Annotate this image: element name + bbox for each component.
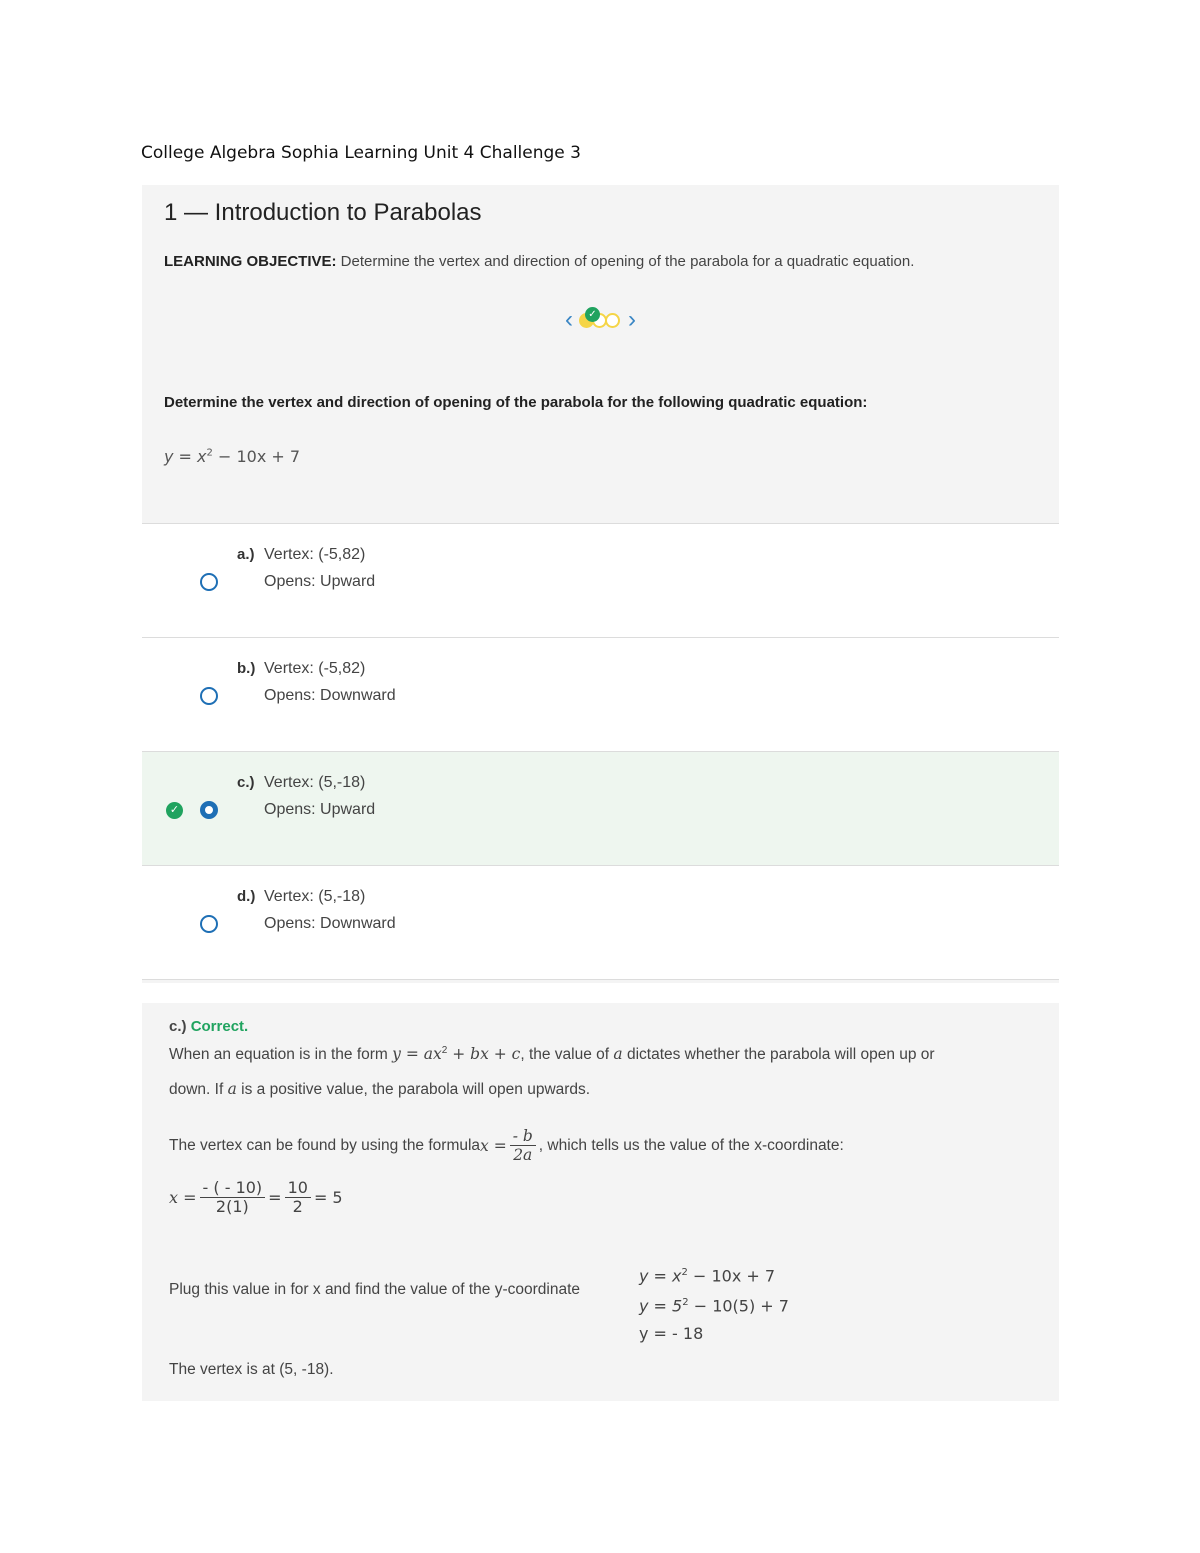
math-span: x = xyxy=(480,1136,507,1155)
question-card xyxy=(142,185,1059,983)
math-span: = 5 xyxy=(313,1188,343,1207)
feedback-panel xyxy=(142,1003,1059,1401)
radio-button[interactable] xyxy=(200,687,218,705)
option-letter: b.) xyxy=(237,660,256,677)
fraction-numerator: - ( - 10) xyxy=(200,1179,266,1198)
answer-options xyxy=(142,523,1059,980)
radio-button[interactable] xyxy=(200,573,218,591)
text-span: , the value of xyxy=(520,1046,614,1064)
y-line-1 xyxy=(639,1259,789,1289)
fraction-numerator: - b xyxy=(510,1127,536,1146)
option-letter: a.) xyxy=(237,546,255,563)
equation-exponent: 2 xyxy=(206,447,213,459)
option-opens: Opens: Upward xyxy=(264,801,376,818)
question-prompt: Determine the vertex and direction of opening of the parabola for the following quadratic equation: xyxy=(164,394,868,411)
exponent: 2 xyxy=(681,1267,688,1278)
step-indicator[interactable] xyxy=(605,313,620,328)
explanation-line-1: When an equation is in the form $y = ax^2$ + bx + c, the value of a dictates whether the parabola will open up or xyxy=(169,1045,935,1064)
option-vertex: Vertex: (5,-18) xyxy=(264,888,366,905)
correct-check-icon: ✓ xyxy=(166,802,183,819)
radio-button[interactable] xyxy=(200,915,218,933)
math-span: − 10x + 7 xyxy=(687,1266,776,1286)
text-span: dictates whether the parabola will open up or xyxy=(622,1046,935,1064)
text-span: is a positive value, the parabola will open upwards. xyxy=(236,1081,591,1098)
answer-option-d[interactable] xyxy=(142,865,1059,980)
math-span: a xyxy=(227,1080,237,1098)
fraction-denominator: 2 xyxy=(292,1197,303,1216)
math-span: + bx + c xyxy=(447,1045,521,1064)
text-span: down. If xyxy=(169,1081,228,1098)
fraction xyxy=(285,1179,311,1216)
text-span: The vertex can be found by using the formula xyxy=(169,1136,481,1154)
learning-objective xyxy=(164,253,914,270)
math-span: = xyxy=(268,1188,282,1207)
feedback-status: Correct. xyxy=(190,1018,249,1035)
math-span: y = ax xyxy=(392,1045,442,1064)
math-span: − 10(5) + 7 xyxy=(688,1296,789,1316)
answer-option-a[interactable] xyxy=(142,523,1059,637)
explanation-line-4: Plug this value in for x and find the value of the y-coordinate xyxy=(169,1281,580,1298)
math-span: a xyxy=(613,1045,623,1064)
x-calculation xyxy=(169,1179,343,1216)
option-opens: Opens: Downward xyxy=(264,915,396,932)
radio-button-selected[interactable] xyxy=(200,801,218,819)
answer-option-c[interactable] xyxy=(142,751,1059,865)
option-letter: d.) xyxy=(237,888,256,905)
option-vertex: Vertex: (-5,82) xyxy=(264,660,366,677)
step-indicator-completed[interactable] xyxy=(579,308,597,328)
question-equation xyxy=(164,447,300,466)
explanation-line-3 xyxy=(169,1127,844,1164)
fraction-numerator: 10 xyxy=(285,1179,311,1198)
chevron-left-icon[interactable]: ‹ xyxy=(565,306,573,333)
equation-rhs: − 10x + 7 xyxy=(212,447,301,466)
option-letter: c.) xyxy=(237,774,255,791)
fraction xyxy=(510,1127,536,1164)
fraction-denominator: 2(1) xyxy=(215,1197,249,1216)
checkmark-icon: ✓ xyxy=(585,307,600,322)
option-opens: Opens: Downward xyxy=(264,687,396,704)
document-title: College Algebra Sophia Learning Unit 4 Challenge 3 xyxy=(141,143,581,163)
chevron-right-icon[interactable]: › xyxy=(628,306,636,333)
y-calculation xyxy=(639,1259,789,1347)
page-title: 1 — Introduction to Parabolas xyxy=(164,199,482,226)
y-line-3: y = - 18 xyxy=(639,1323,704,1343)
fraction-denominator: 2a xyxy=(513,1146,533,1164)
math-span: x = xyxy=(169,1188,197,1207)
option-vertex: Vertex: (5,-18) xyxy=(264,774,366,791)
answer-option-b[interactable] xyxy=(142,637,1059,751)
option-vertex: Vertex: (-5,82) xyxy=(264,546,366,563)
objective-text: Determine the vertex and direction of opening of the parabola for a quadratic equation. xyxy=(336,253,915,270)
feedback-answer: c.) xyxy=(169,1018,187,1035)
fraction xyxy=(200,1179,266,1216)
explanation-line-2 xyxy=(169,1080,590,1099)
objective-label: LEARNING OBJECTIVE: xyxy=(164,253,337,270)
explanation-conclusion: The vertex is at (5, -18). xyxy=(169,1361,334,1378)
math-span: y = x xyxy=(639,1266,682,1286)
text-span: When an equation is in the form xyxy=(169,1046,393,1064)
question-pager xyxy=(142,303,1059,337)
exponent: 2 xyxy=(682,1297,689,1309)
equation-lhs: y = x xyxy=(164,447,207,466)
feedback-header xyxy=(169,1018,248,1035)
option-opens: Opens: Upward xyxy=(264,573,376,590)
text-span: , which tells us the value of the x-coordinate: xyxy=(538,1136,844,1154)
math-span: y = 5 xyxy=(639,1296,683,1316)
y-line-2 xyxy=(639,1289,789,1319)
